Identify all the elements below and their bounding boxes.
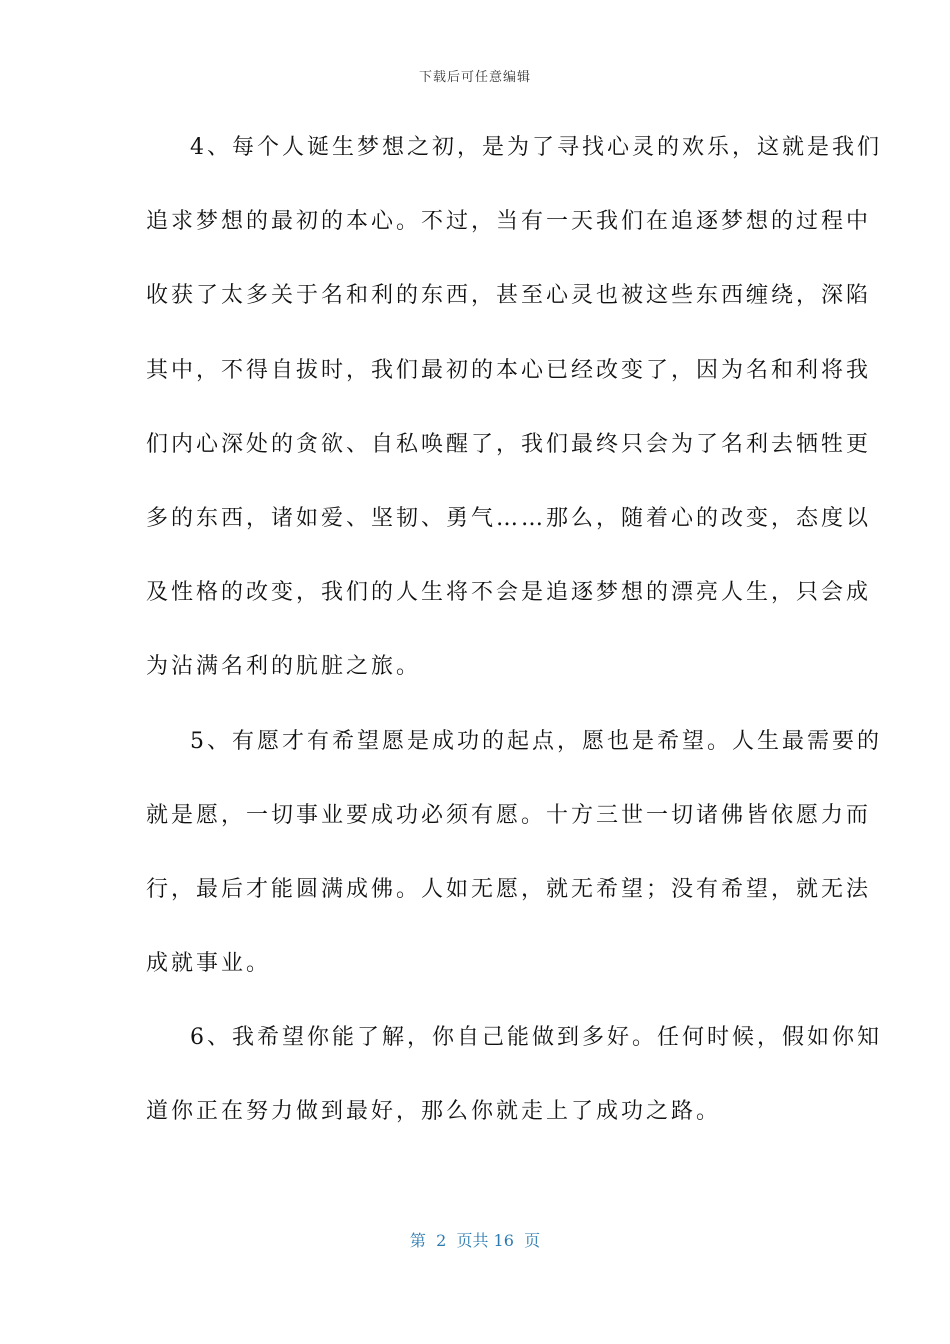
text-line: 多的东西，诸如爱、坚韧、勇气……那么，随着心的改变，态度以 xyxy=(146,505,872,531)
text-line: 道你正在努力做到最好，那么你就走上了成功之路。 xyxy=(146,1099,722,1125)
document-body xyxy=(146,128,882,1167)
text-line: 们内心深处的贪欲、自私唤醒了，我们最终只会为了名利去牺牲更 xyxy=(146,431,872,457)
text-line: 6、我希望你能了解，你自己能做到多好。任何时候，假如你知 xyxy=(190,1025,882,1051)
text-line: 为沾满名利的肮脏之旅。 xyxy=(146,654,422,680)
text-line: 及性格的改变，我们的人生将不会是追逐梦想的漂亮人生，只会成 xyxy=(146,580,872,606)
text-line: 5、有愿才有希望愿是成功的起点，愿也是希望。人生最需要的 xyxy=(190,728,882,754)
text-line: 其中，不得自拔时，我们最初的本心已经改变了，因为名和利将我 xyxy=(146,357,872,383)
text-line: 行，最后才能圆满成佛。人如无愿，就无希望；没有希望，就无法 xyxy=(146,876,872,902)
page-footer: 第 2 页共 16 页 xyxy=(409,1231,541,1250)
text-line: 成就事业。 xyxy=(146,951,272,977)
header-note: 下载后可任意编辑 xyxy=(418,70,531,85)
text-line: 收获了太多关于名和利的东西，甚至心灵也被这些东西缠绕，深陷 xyxy=(146,283,872,309)
text-line: 追求梦想的最初的本心。不过，当有一天我们在追逐梦想的过程中 xyxy=(146,209,872,235)
text-line: 就是愿，一切事业要成功必须有愿。十方三世一切诸佛皆依愿力而 xyxy=(146,802,872,828)
text-line: 4、每个人诞生梦想之初，是为了寻找心灵的欢乐，这就是我们 xyxy=(190,135,882,160)
